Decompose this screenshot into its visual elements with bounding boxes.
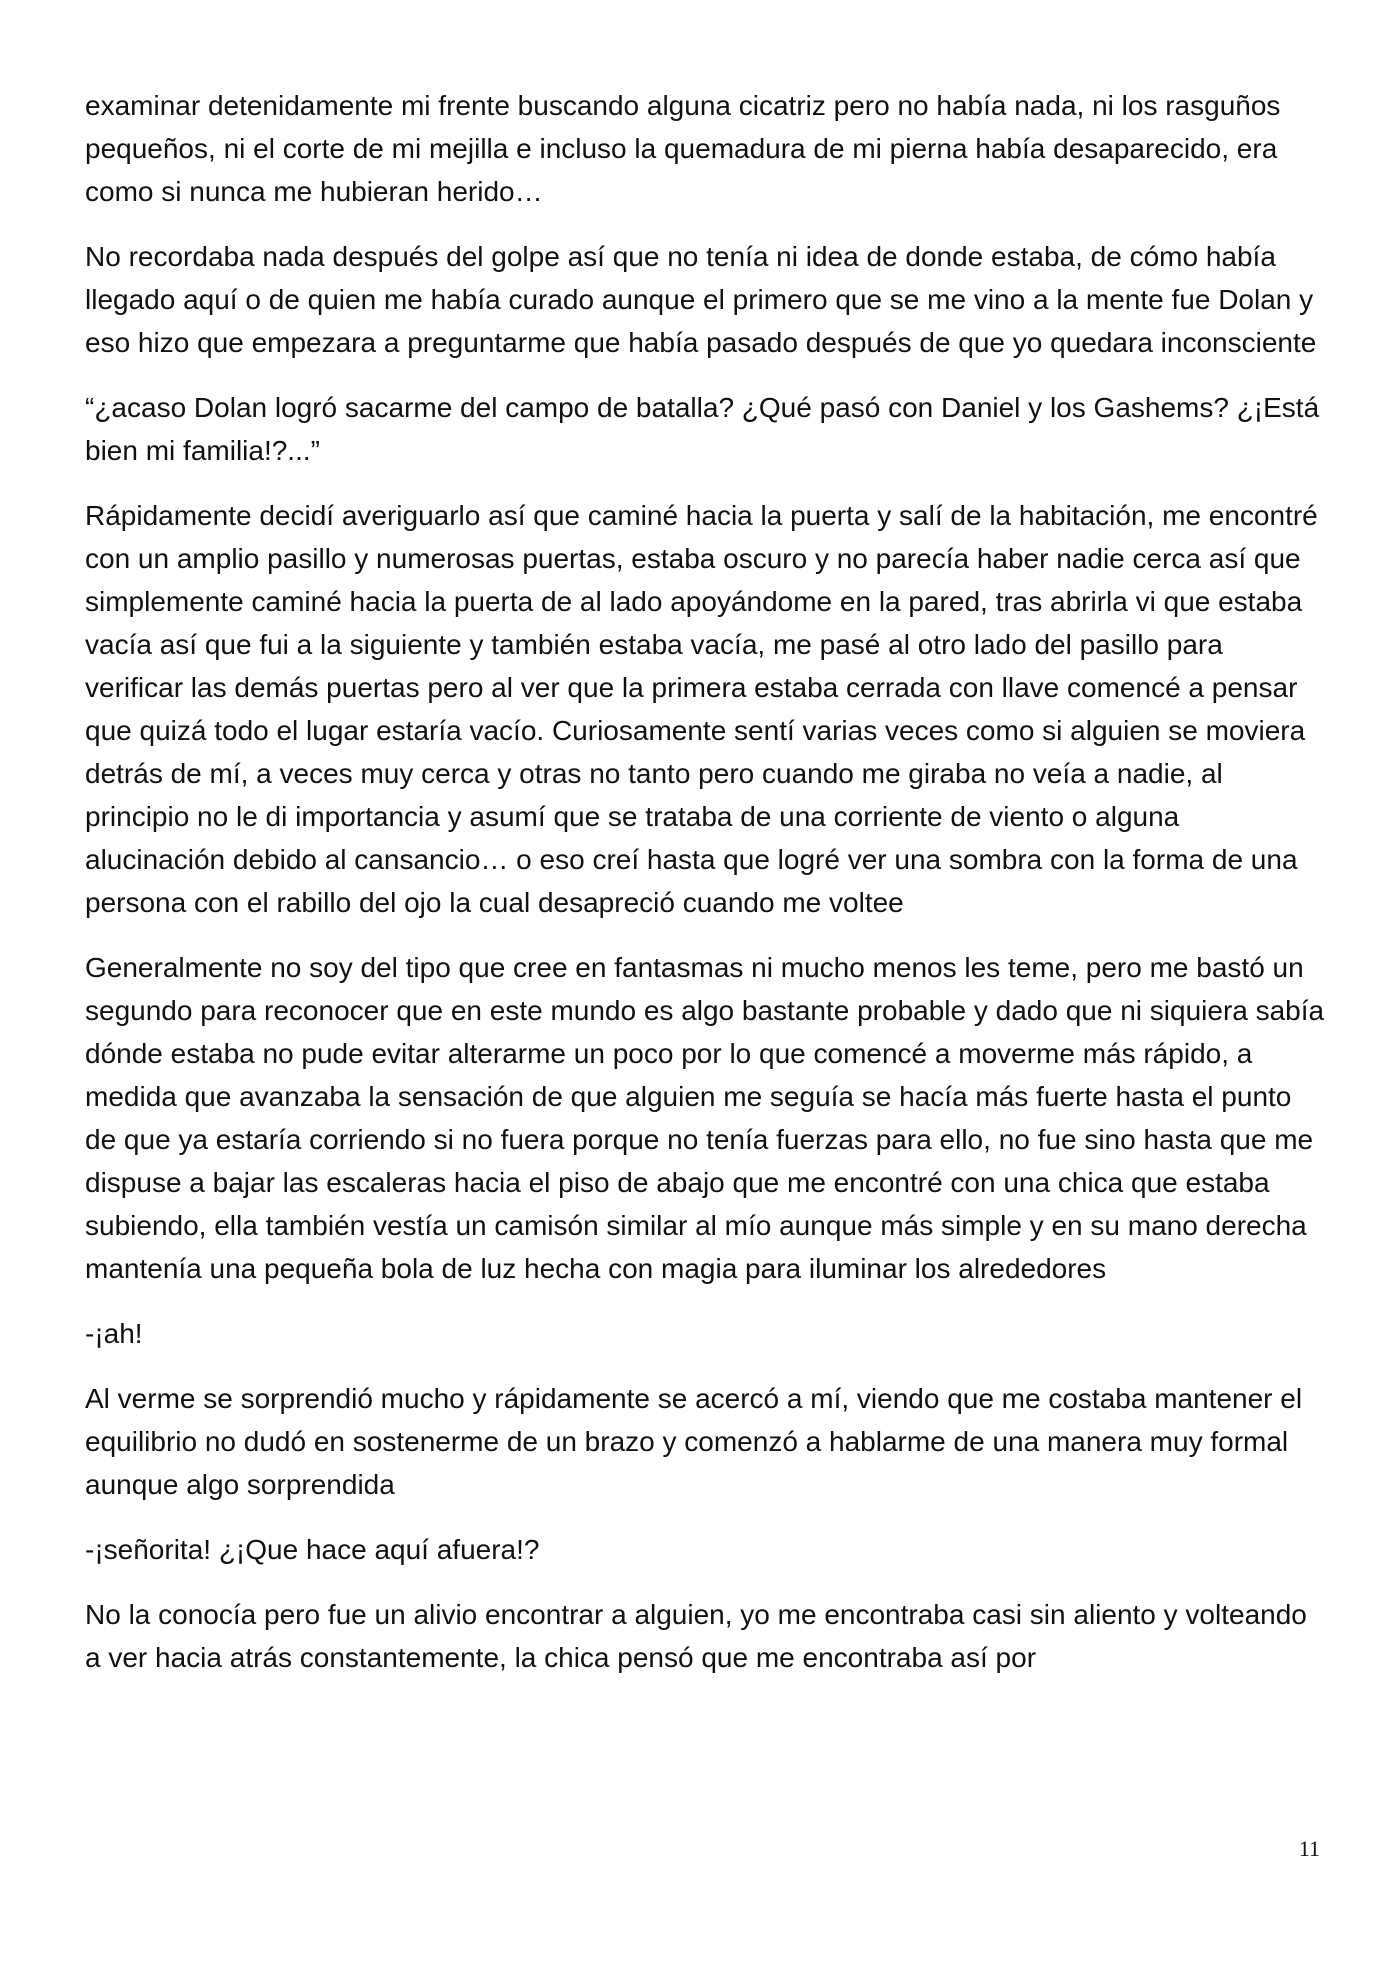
paragraph: examinar detenidamente mi frente buscando alguna cicatriz pero no había nada, ni los rasguños pequeños, ni el corte de mi mejilla e incluso la quemadura de mi pierna había desaparecido, era como si nunca me hubieran herido… <box>85 90 1281 207</box>
paragraph: No la conocía pero fue un alivio encontrar a alguien, yo me encontraba casi sin aliento y volteando a ver hacia atrás constantemente, la chica pensó que me encontraba así por <box>85 1599 1307 1673</box>
paragraph: Al verme se sorprendió mucho y rápidamente se acercó a mí, viendo que me costaba mantener el equilibrio no dudó en sostenerme de un brazo y comenzó a hablarme de una manera muy formal aunque algo sorprendida <box>85 1383 1303 1500</box>
paragraph: Generalmente no soy del tipo que cree en fantasmas ni mucho menos les teme, pero me bastó un segundo para reconocer que en este mundo es algo bastante probable y dado que ni siquiera sabía dónde estaba no pude evitar alterarme un poco por lo que comencé a moverme más rápido, a medida que avanzaba la sensación de que alguien me seguía se hacía más fuerte hasta el punto de que ya estaría corriendo si no fuera porque no tenía fuerzas para ello, no fue sino hasta que me dispuse a bajar las escaleras hacia el piso de abajo que me encontré con una chica que estaba subiendo, ella también vestía un camisón similar al mío aunque más simple y en su mano derecha mantenía una pequeña bola de luz hecha con magia para iluminar los alrededores <box>85 952 1325 1284</box>
paragraph: -¡ah! <box>85 1318 143 1349</box>
paragraph: Rápidamente decidí averiguarlo así que caminé hacia la puerta y salí de la habitación, me encontré con un amplio pasillo y numerosas puertas, estaba oscuro y no parecía haber nadie cerca así que simplemente caminé hacia la puerta de al lado apoyándome en la pared, tras abrirla vi que estaba vacía así que fui a la siguiente y también estaba vacía, me pasé al otro lado del pasillo para verificar las demás puertas pero al ver que la primera estaba cerrada con llave comencé a pensar que quizá todo el lugar estaría vacío. Curiosamente sentí varias veces como si alguien se moviera detrás de mí, a veces muy cerca y otras no tanto pero cuando me giraba no veía a nadie, al principio no le di importancia y asumí que se trataba de una corriente de viento o alguna alucinación debido al cansancio… o eso creí hasta que logré ver una sombra con la forma de una persona con el rabillo del ojo la cual desapreció cuando me voltee <box>85 500 1318 918</box>
page-number: 11 <box>1298 1836 1320 1861</box>
paragraph: No recordaba nada después del golpe así que no tenía ni idea de donde estaba, de cómo había llegado aquí o de quien me había curado aunque el primero que se me vino a la mente fue Dolan y eso hizo que empezara a preguntarme que había pasado después de que yo quedara inconsciente <box>85 241 1317 358</box>
body-text <box>85 84 1325 1701</box>
paragraph: “¿acaso Dolan logró sacarme del campo de batalla? ¿Qué pasó con Daniel y los Gashems? ¿¡Está bien mi familia!?...” <box>85 392 1320 466</box>
paragraph: -¡señorita! ¿¡Que hace aquí afuera!? <box>85 1534 540 1565</box>
